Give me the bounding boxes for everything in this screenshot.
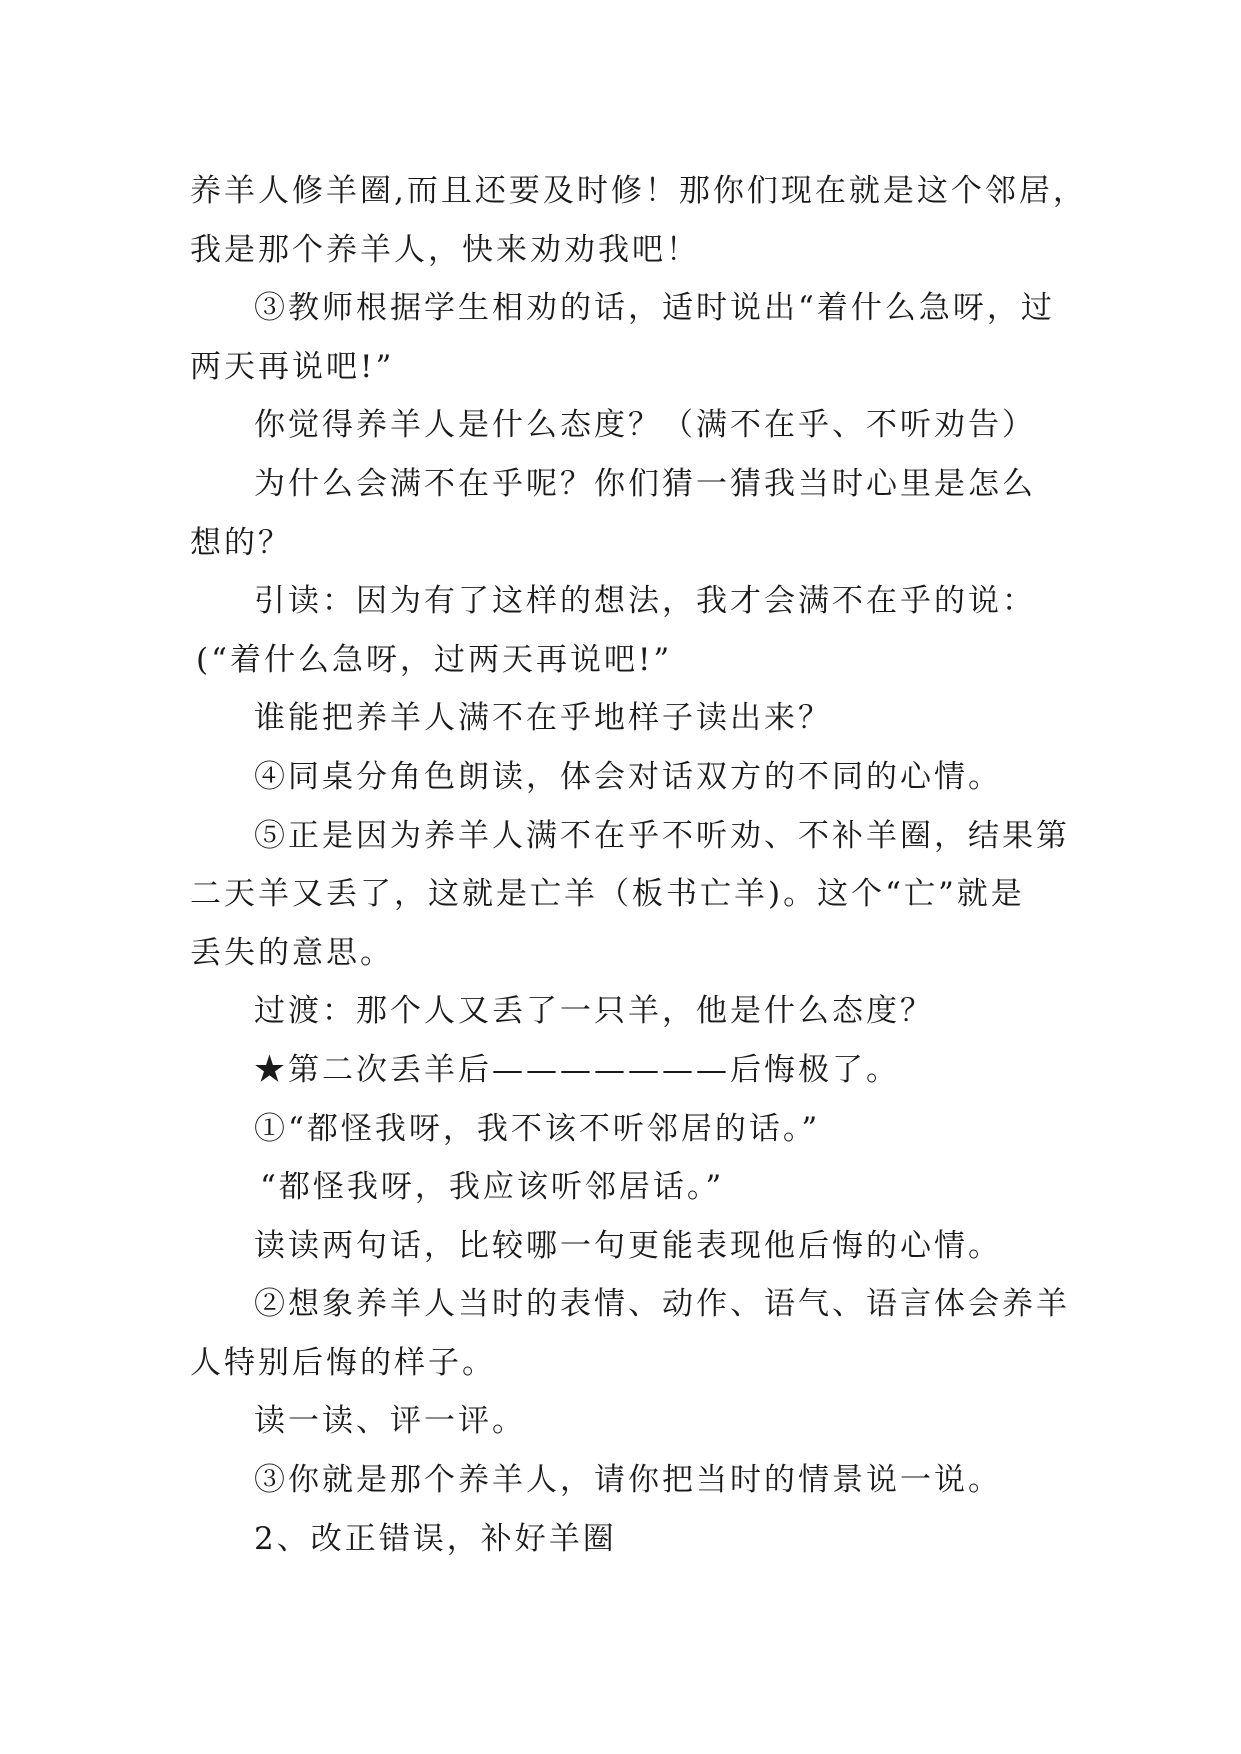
section-heading: 2、改正错误，补好羊圈 bbox=[254, 1520, 617, 1557]
paragraph-line: 为什么会满不在乎呢？你们猜一猜我当时心里是怎么 bbox=[254, 465, 1036, 502]
paragraph-line: 丢失的意思。 bbox=[190, 934, 394, 971]
paragraph-line: ⑤正是因为养羊人满不在乎不听劝、不补羊圈，结果第 bbox=[254, 817, 1070, 854]
paragraph-line: ①“都怪我呀，我不该不听邻居的话。” bbox=[254, 1110, 821, 1147]
paragraph-line: ②想象养羊人当时的表情、动作、语气、语言体会养羊 bbox=[254, 1286, 1070, 1323]
paragraph-line: 二天羊又丢了，这就是亡羊（板书亡羊)。这个“亡”就是 bbox=[190, 876, 1025, 913]
paragraph-line: 我是那个养羊人，快来劝劝我吧！ bbox=[190, 231, 700, 268]
paragraph-line: 想的？ bbox=[190, 524, 292, 561]
paragraph-line: 读读两句话，比较哪一句更能表现他后悔的心情。 bbox=[254, 1227, 1002, 1264]
paragraph-line: 两天再说吧!” bbox=[190, 348, 395, 385]
paragraph-line: 谁能把养羊人满不在乎地样子读出来？ bbox=[254, 700, 832, 737]
paragraph-line: (“着什么急呀，过两天再说吧!” bbox=[196, 641, 673, 678]
paragraph-line: 你觉得养羊人是什么态度？（满不在乎、不听劝告） bbox=[254, 407, 1036, 444]
paragraph-line: ★第二次丢羊后———————后悔极了。 bbox=[254, 1051, 900, 1088]
paragraph-line: 读一读、评一评。 bbox=[254, 1403, 526, 1440]
paragraph-line: ④同桌分角色朗读，体会对话双方的不同的心情。 bbox=[254, 758, 1002, 795]
paragraph-line: 养羊人修羊圈,而且还要及时修！那你们现在就是这个邻居， bbox=[190, 173, 1087, 209]
paragraph-line: ③教师根据学生相劝的话，适时说出“着什么急呀，过 bbox=[254, 290, 1055, 327]
paragraph-line: “都怪我呀，我应该听邻居话。” bbox=[260, 1169, 725, 1206]
paragraph-line: ③你就是那个养羊人，请你把当时的情景说一说。 bbox=[254, 1462, 1002, 1499]
paragraph-line: 过渡：那个人又丢了一只羊，他是什么态度？ bbox=[254, 993, 934, 1030]
body-text bbox=[190, 162, 1087, 1568]
paragraph-line: 引读：因为有了这样的想法，我才会满不在乎的说： bbox=[254, 583, 1036, 620]
paragraph-line: 人特别后悔的样子。 bbox=[190, 1344, 496, 1381]
